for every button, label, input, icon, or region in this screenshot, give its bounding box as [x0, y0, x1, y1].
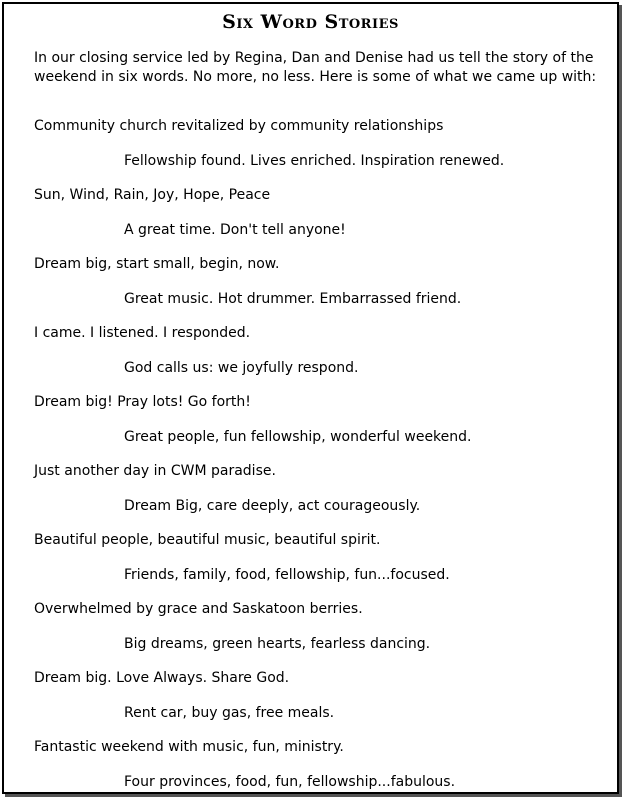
- story-line-indented: A great time. Don't tell anyone!: [124, 222, 346, 238]
- story-pair: [4, 531, 617, 600]
- story-line-indented: Friends, family, food, fellowship, fun...focused.: [124, 567, 450, 583]
- story-line: Community church revitalized by community relationships: [34, 118, 444, 134]
- story-pair: [4, 462, 617, 531]
- story-line-indented: Great people, fun fellowship, wonderful weekend.: [124, 429, 472, 445]
- story-line: Just another day in CWM paradise.: [34, 463, 276, 479]
- stories: [4, 117, 617, 794]
- story-pair: [4, 738, 617, 794]
- story-line: Dream big. Love Always. Share God.: [34, 670, 290, 686]
- story-pair: [4, 255, 617, 324]
- story-line-indented: Four provinces, food, fun, fellowship...fabulous.: [124, 774, 456, 790]
- story-line-indented: God calls us: we joyfully respond.: [124, 360, 359, 376]
- stories-list: [4, 117, 617, 794]
- story-line: Dream big! Pray lots! Go forth!: [34, 394, 251, 410]
- story-line-indented: Great music. Hot drummer. Embarrassed friend.: [124, 291, 462, 307]
- story-pair: [4, 324, 617, 393]
- story-line: I came. I listened. I responded.: [34, 325, 251, 341]
- intro-paragraph: In our closing service led by Regina, Dan and Denise had us tell the story of the weekend in six words. No more, no less. Here is some of what we came up with:: [34, 50, 597, 85]
- story-line-indented: Rent car, buy gas, free meals.: [124, 705, 335, 721]
- story-pair: [4, 117, 617, 186]
- story-line: Fantastic weekend with music, fun, ministry.: [34, 739, 344, 755]
- story-line: Beautiful people, beautiful music, beautiful spirit.: [34, 532, 381, 548]
- page-title: Six Word Stories: [222, 11, 399, 33]
- document-page: [2, 2, 619, 794]
- story-line-indented: Dream Big, care deeply, act courageously.: [124, 498, 421, 514]
- story-line-indented: Fellowship found. Lives enriched. Inspiration renewed.: [124, 153, 505, 169]
- story-line: Sun, Wind, Rain, Joy, Hope, Peace: [34, 187, 271, 203]
- story-line: Overwhelmed by grace and Saskatoon berries.: [34, 601, 363, 617]
- story-pair: [4, 600, 617, 669]
- story-pair: [4, 186, 617, 255]
- story-line: Dream big, start small, begin, now.: [34, 256, 280, 272]
- story-line-indented: Big dreams, green hearts, fearless dancing.: [124, 636, 431, 652]
- story-pair: [4, 669, 617, 738]
- story-pair: [4, 393, 617, 462]
